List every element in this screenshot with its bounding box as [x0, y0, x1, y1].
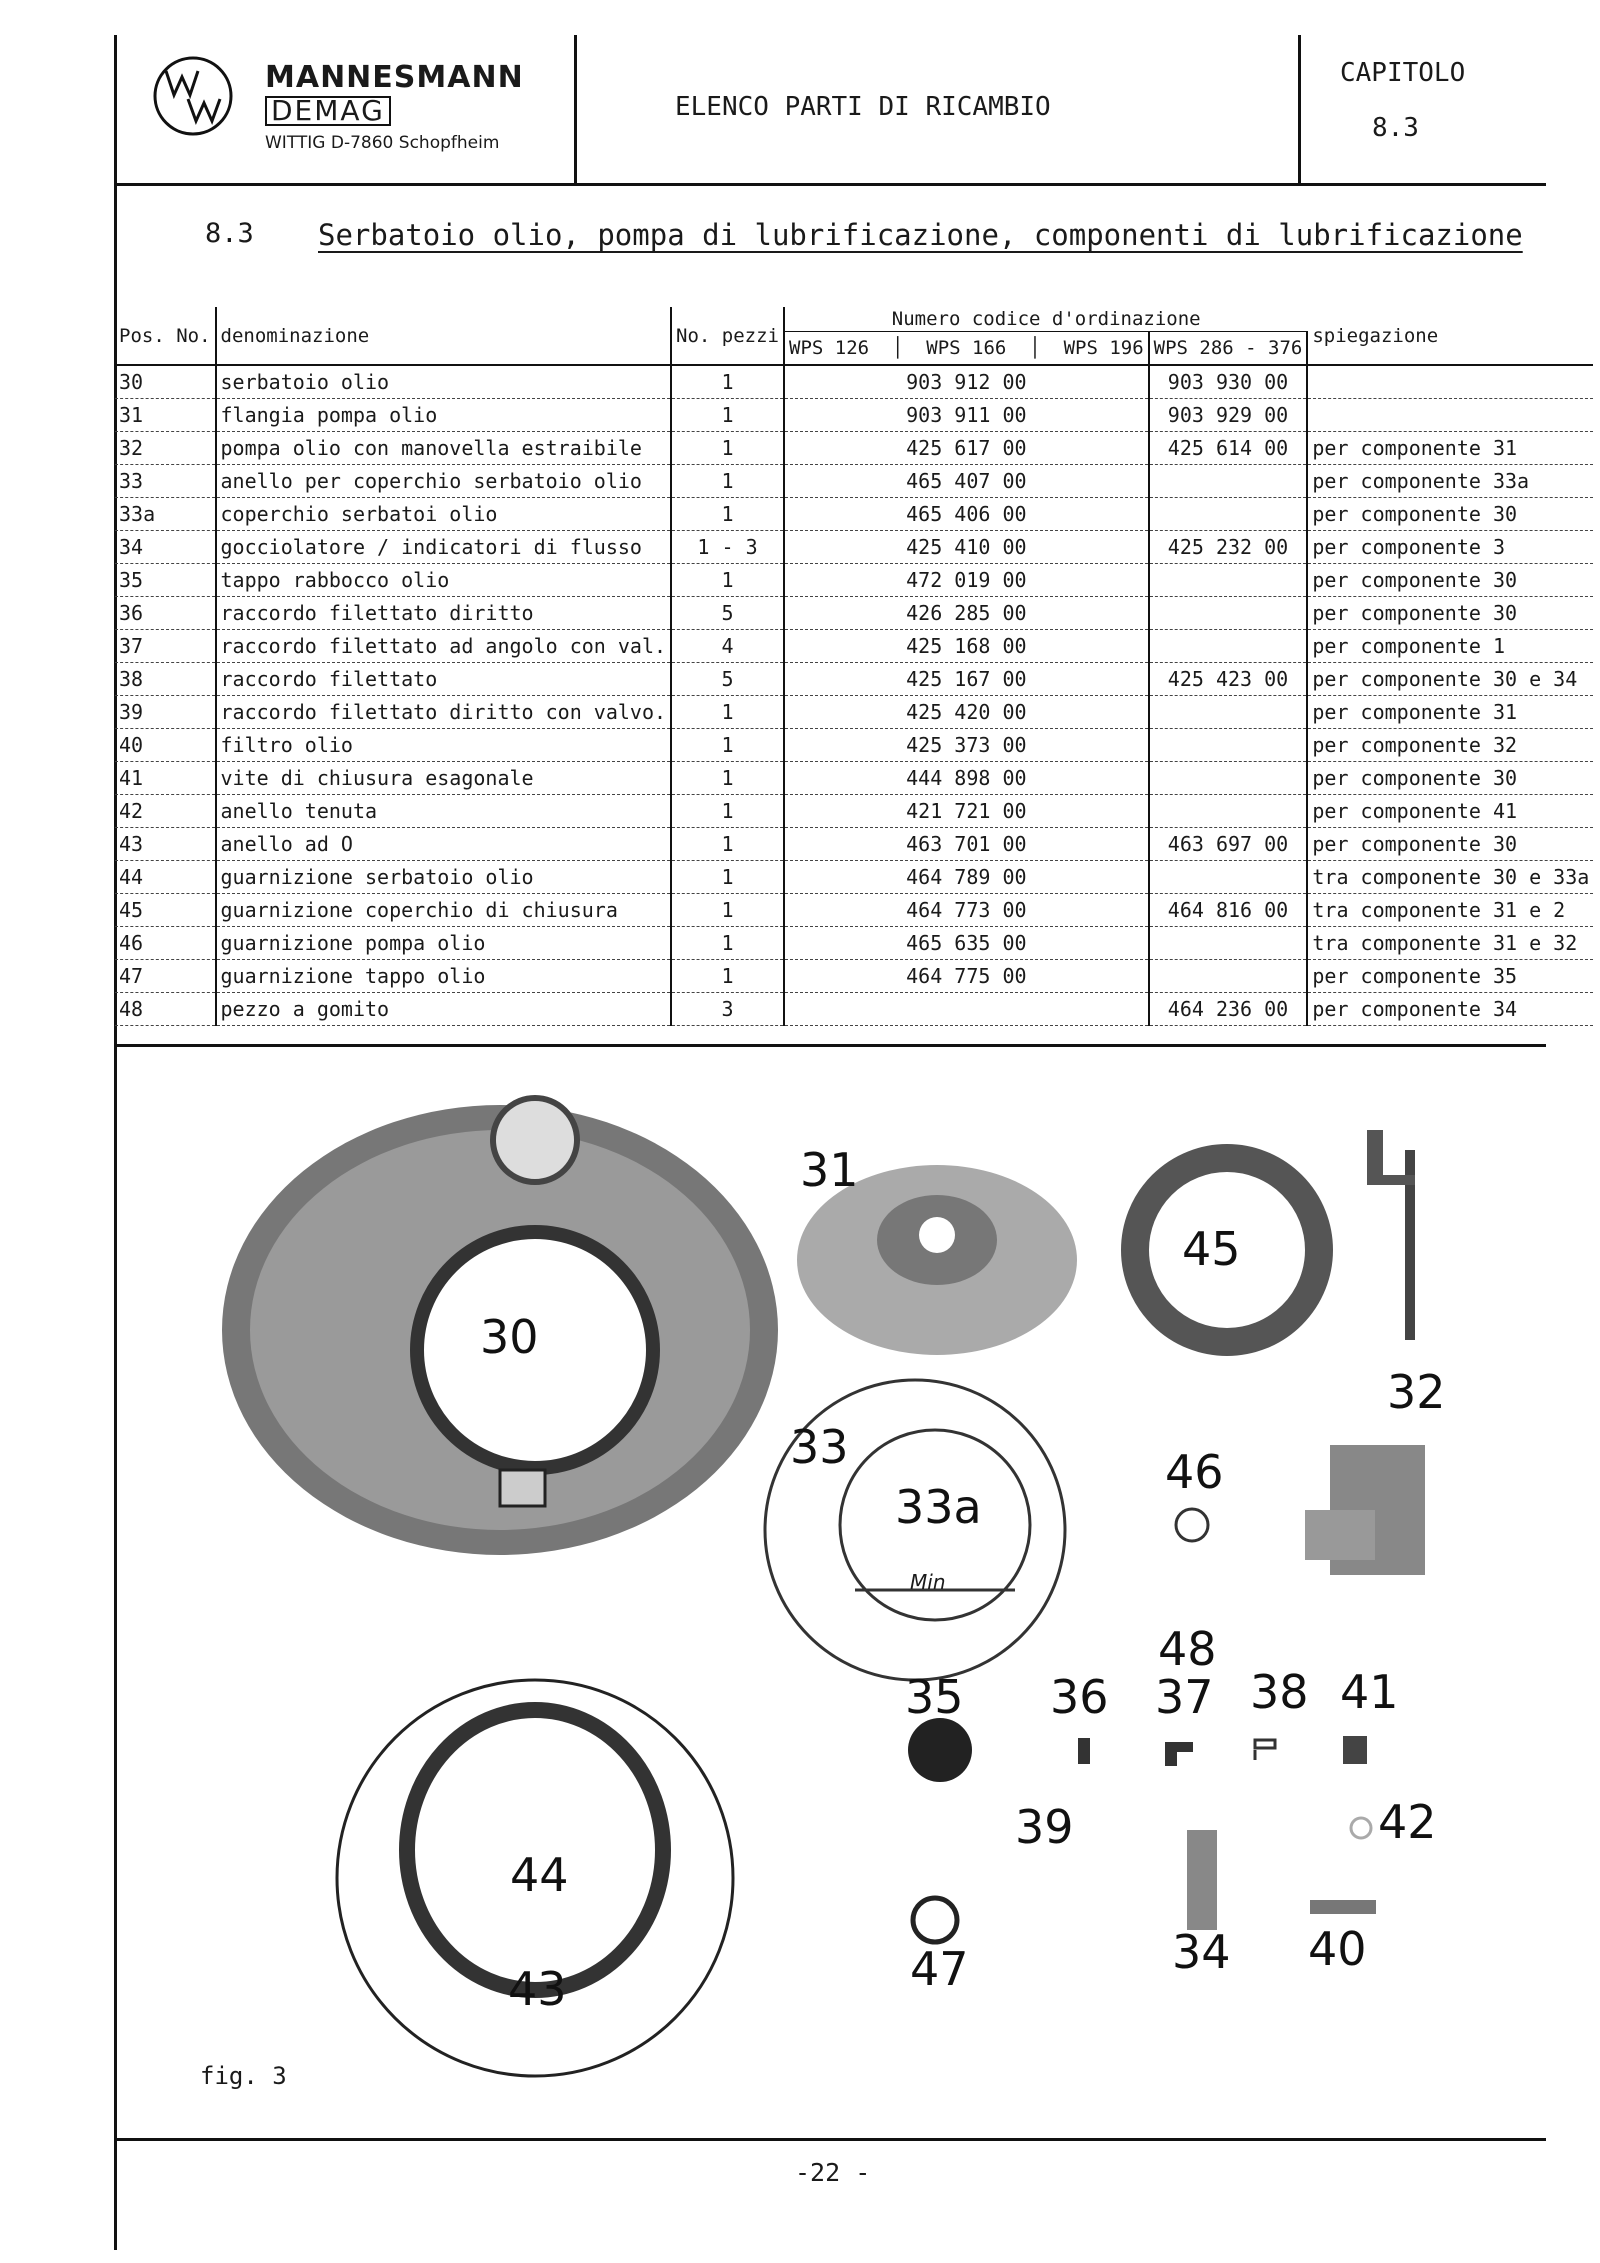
cell-qty: 1 [671, 696, 784, 729]
cell-pos: 43 [115, 828, 216, 861]
cell-qty: 1 [671, 828, 784, 861]
table-row [115, 861, 1593, 894]
brand-name: MANNESMANN [265, 60, 524, 95]
part-46-pump-gasket [1176, 1509, 1208, 1541]
cell-name: anello tenuta [216, 795, 672, 828]
section-title: Serbatoio olio, pompa di lubrificazione, componenti di lubrificazione [318, 218, 1523, 252]
cell-name: flangia pompa olio [216, 399, 672, 432]
label-32: 32 [1387, 1365, 1446, 1419]
part-47-cap-gasket [913, 1898, 957, 1942]
part-35-filler-cap [908, 1718, 972, 1782]
cell-code-286 [1149, 498, 1308, 531]
cell-pos: 33a [115, 498, 216, 531]
cell-code-286: 903 929 00 [1149, 399, 1308, 432]
cell-code: 426 285 00 [784, 597, 1149, 630]
table-row [115, 894, 1593, 927]
cell-qty: 1 [671, 762, 784, 795]
cell-code: 425 373 00 [784, 729, 1149, 762]
cell-code-286: 903 930 00 [1149, 365, 1308, 399]
cell-expl [1307, 399, 1593, 432]
cell-qty: 1 [671, 498, 784, 531]
cell-code-286 [1149, 465, 1308, 498]
label-43: 43 [508, 1962, 567, 2016]
table-row [115, 531, 1593, 564]
cell-code: 465 406 00 [784, 498, 1149, 531]
table-row [115, 399, 1593, 432]
cell-pos: 32 [115, 432, 216, 465]
cell-expl: per componente 3 [1307, 531, 1593, 564]
cell-expl: per componente 41 [1307, 795, 1593, 828]
figure-caption: fig. 3 [200, 2062, 287, 2090]
cell-code: 425 617 00 [784, 432, 1149, 465]
part-41-hex-screw [1343, 1736, 1367, 1764]
label-35: 35 [905, 1670, 964, 1724]
cell-code: 425 420 00 [784, 696, 1149, 729]
cell-name: guarnizione tappo olio [216, 960, 672, 993]
cell-name: pompa olio con manovella estraibile [216, 432, 672, 465]
cell-code: 464 773 00 [784, 894, 1149, 927]
cell-expl: per componente 30 [1307, 564, 1593, 597]
cell-code-286 [1149, 729, 1308, 762]
cell-code-286 [1149, 927, 1308, 960]
header-divider-1 [574, 35, 577, 185]
cell-pos: 31 [115, 399, 216, 432]
table-row [115, 465, 1593, 498]
cell-qty: 5 [671, 597, 784, 630]
label-40: 40 [1308, 1922, 1367, 1976]
cell-pos: 33 [115, 465, 216, 498]
cell-code-286 [1149, 564, 1308, 597]
cell-name: serbatoio olio [216, 365, 672, 399]
cell-expl: tra componente 31 e 32 [1307, 927, 1593, 960]
cell-pos: 47 [115, 960, 216, 993]
cell-code: 903 912 00 [784, 365, 1149, 399]
cell-qty: 1 [671, 564, 784, 597]
cell-code: 465 635 00 [784, 927, 1149, 960]
part-38-union [1255, 1740, 1275, 1760]
cell-expl: per componente 31 [1307, 696, 1593, 729]
cell-code: 465 407 00 [784, 465, 1149, 498]
cell-code-286 [1149, 597, 1308, 630]
cell-pos: 46 [115, 927, 216, 960]
cell-qty: 1 [671, 960, 784, 993]
cell-qty: 1 [671, 894, 784, 927]
cell-name: guarnizione serbatoio olio [216, 861, 672, 894]
cell-expl: per componente 30 [1307, 597, 1593, 630]
cell-code: 444 898 00 [784, 762, 1149, 795]
cell-pos: 48 [115, 993, 216, 1026]
brand-subname: DEMAG [265, 96, 391, 126]
page-number: -22 - [795, 2158, 871, 2187]
cell-code-286: 464 236 00 [1149, 993, 1308, 1026]
cell-qty: 3 [671, 993, 784, 1026]
cell-qty: 5 [671, 663, 784, 696]
cell-code-286 [1149, 960, 1308, 993]
min-mark: Min [910, 1570, 946, 1594]
header-wps166: WPS 166 [926, 337, 1007, 359]
cell-expl: per componente 32 [1307, 729, 1593, 762]
table-row [115, 960, 1593, 993]
cell-pos: 42 [115, 795, 216, 828]
part-32-pump-crank [1367, 1130, 1415, 1340]
company-address: WITTIG D-7860 Schopfheim [265, 133, 500, 153]
cell-code-286 [1149, 861, 1308, 894]
table-row [115, 993, 1593, 1026]
cell-pos: 44 [115, 861, 216, 894]
table-row [115, 630, 1593, 663]
company-logo [152, 55, 234, 141]
cell-qty: 1 [671, 365, 784, 399]
cell-expl: per componente 30 [1307, 762, 1593, 795]
label-42: 42 [1378, 1795, 1437, 1849]
cell-name: anello ad O [216, 828, 672, 861]
table-row [115, 663, 1593, 696]
label-30: 30 [480, 1310, 539, 1364]
cell-code: 425 167 00 [784, 663, 1149, 696]
cell-qty: 1 [671, 432, 784, 465]
cell-pos: 34 [115, 531, 216, 564]
cell-code: 464 789 00 [784, 861, 1149, 894]
table-row [115, 795, 1593, 828]
cell-expl: per componente 30 e 34 [1307, 663, 1593, 696]
cell-name: raccordo filettato ad angolo con val. [216, 630, 672, 663]
table-row [115, 828, 1593, 861]
label-48: 48 [1158, 1622, 1217, 1676]
label-41: 41 [1340, 1665, 1399, 1719]
table-row [115, 365, 1593, 399]
header-divider-2 [1298, 35, 1301, 185]
cell-name: vite di chiusura esagonale [216, 762, 672, 795]
part-32-pump-body [1305, 1445, 1425, 1575]
label-46: 46 [1165, 1445, 1224, 1499]
label-34: 34 [1172, 1925, 1231, 1979]
cell-qty: 1 [671, 399, 784, 432]
table-row [115, 498, 1593, 531]
cell-qty: 1 [671, 465, 784, 498]
cell-pos: 45 [115, 894, 216, 927]
cell-code: 425 410 00 [784, 531, 1149, 564]
cell-qty: 4 [671, 630, 784, 663]
cell-name: tappo rabbocco olio [216, 564, 672, 597]
table-header-row [115, 307, 1593, 332]
cell-qty: 1 [671, 861, 784, 894]
cell-expl: per componente 30 [1307, 498, 1593, 531]
header-wps286: WPS 286 - 376 [1149, 332, 1308, 366]
table-row [115, 729, 1593, 762]
header-wps196: WPS 196 [1063, 337, 1144, 359]
header-bottom-line [114, 183, 1546, 186]
part-40-oil-filter [1310, 1900, 1376, 1914]
cell-code-286 [1149, 696, 1308, 729]
cell-expl: tra componente 30 e 33a [1307, 861, 1593, 894]
cell-qty: 1 [671, 729, 784, 762]
header-code-group: Numero codice d'ordinazione [784, 307, 1307, 332]
cell-pos: 38 [115, 663, 216, 696]
label-33a: 33a [895, 1480, 982, 1534]
cell-name: pezzo a gomito [216, 993, 672, 1026]
cell-expl: per componente 31 [1307, 432, 1593, 465]
cell-expl: per componente 34 [1307, 993, 1593, 1026]
cell-code: 464 775 00 [784, 960, 1149, 993]
cell-pos: 36 [115, 597, 216, 630]
cell-name: raccordo filettato diritto [216, 597, 672, 630]
table-row [115, 564, 1593, 597]
cell-pos: 39 [115, 696, 216, 729]
part-42-seal-ring [1351, 1818, 1371, 1838]
cell-code-286: 464 816 00 [1149, 894, 1308, 927]
table-row [115, 597, 1593, 630]
cell-qty: 1 [671, 927, 784, 960]
cell-code: 903 911 00 [784, 399, 1149, 432]
table-row [115, 927, 1593, 960]
document-title: ELENCO PARTI DI RICAMBIO [675, 92, 1051, 122]
part-36-straight-union [1078, 1738, 1090, 1764]
cell-expl [1307, 365, 1593, 399]
chapter-label: CAPITOLO [1340, 58, 1466, 88]
cell-expl: per componente 33a [1307, 465, 1593, 498]
cell-code-286: 425 614 00 [1149, 432, 1308, 465]
header-wps126: WPS 126 [789, 337, 870, 359]
cell-code: 421 721 00 [784, 795, 1149, 828]
header-pos: Pos. No. [115, 307, 216, 365]
label-45: 45 [1182, 1222, 1241, 1276]
label-37: 37 [1155, 1670, 1214, 1724]
label-33: 33 [790, 1420, 849, 1474]
cell-code [784, 993, 1149, 1026]
cell-name: coperchio serbatoi olio [216, 498, 672, 531]
header-expl: spiegazione [1307, 307, 1593, 365]
cell-expl: per componente 30 [1307, 828, 1593, 861]
cell-pos: 30 [115, 365, 216, 399]
cell-expl: tra componente 31 e 2 [1307, 894, 1593, 927]
table-row [115, 432, 1593, 465]
cell-name: anello per coperchio serbatoio olio [216, 465, 672, 498]
cell-pos: 37 [115, 630, 216, 663]
header-qty: No. pezzi [671, 307, 784, 365]
label-36: 36 [1050, 1670, 1109, 1724]
header-name: denominazione [216, 307, 672, 365]
cell-code-286 [1149, 795, 1308, 828]
label-31: 31 [800, 1143, 859, 1197]
label-38: 38 [1250, 1665, 1309, 1719]
table-row [115, 696, 1593, 729]
label-39: 39 [1015, 1800, 1074, 1854]
cell-qty: 1 - 3 [671, 531, 784, 564]
chapter-number: 8.3 [1372, 113, 1419, 143]
cell-pos: 40 [115, 729, 216, 762]
cell-code: 472 019 00 [784, 564, 1149, 597]
cell-code: 425 168 00 [784, 630, 1149, 663]
cell-code-286 [1149, 762, 1308, 795]
label-44: 44 [510, 1848, 569, 1902]
cell-name: raccordo filettato [216, 663, 672, 696]
cell-name: filtro olio [216, 729, 672, 762]
cell-name: raccordo filettato diritto con valvo. [216, 696, 672, 729]
cell-pos: 35 [115, 564, 216, 597]
cell-qty: 1 [671, 795, 784, 828]
cell-name: guarnizione pompa olio [216, 927, 672, 960]
cell-code-286: 463 697 00 [1149, 828, 1308, 861]
cell-name: guarnizione coperchio di chiusura [216, 894, 672, 927]
cell-expl: per componente 1 [1307, 630, 1593, 663]
cell-expl: per componente 35 [1307, 960, 1593, 993]
label-47: 47 [910, 1942, 969, 1996]
cell-code-286: 425 423 00 [1149, 663, 1308, 696]
cell-code: 463 701 00 [784, 828, 1149, 861]
header-wps-126-196: WPS 126 │ WPS 166 │ WPS 196 [784, 332, 1149, 366]
cell-pos: 41 [115, 762, 216, 795]
table-row [115, 762, 1593, 795]
part-37-angle-union [1165, 1742, 1193, 1766]
cell-code-286: 425 232 00 [1149, 531, 1308, 564]
cell-code-286 [1149, 630, 1308, 663]
section-number: 8.3 [205, 218, 254, 249]
footer-line [114, 2138, 1546, 2141]
parts-table [115, 307, 1593, 1026]
table-bottom-line [114, 1044, 1546, 1047]
cell-name: gocciolatore / indicatori di flusso [216, 531, 672, 564]
part-34-drip-indicator [1187, 1830, 1217, 1930]
